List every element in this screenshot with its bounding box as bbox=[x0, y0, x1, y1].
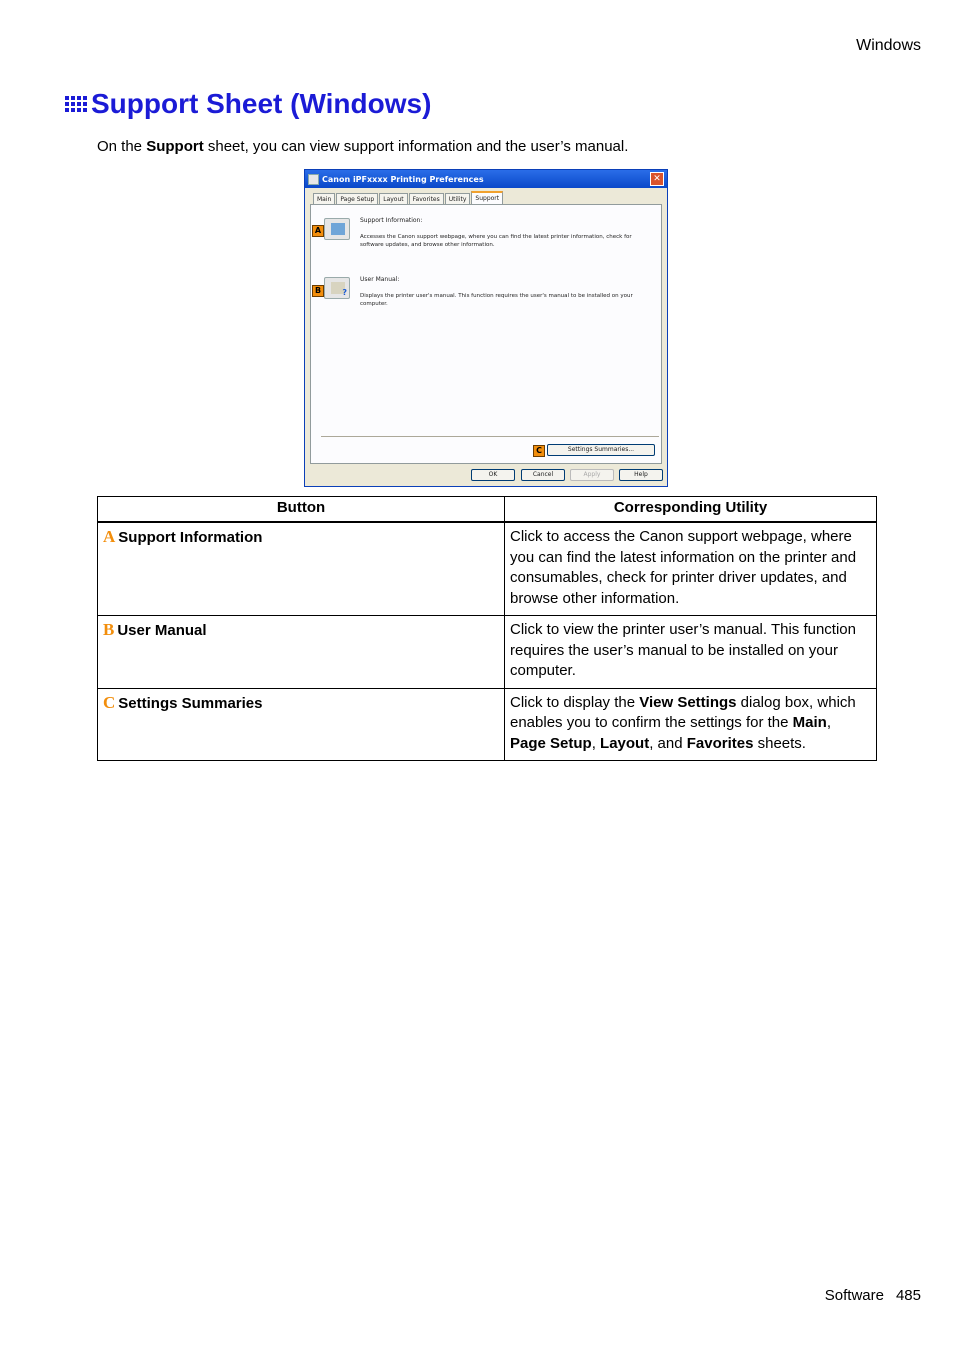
table-header-row bbox=[98, 497, 877, 523]
row-button-name: Support Information bbox=[118, 529, 263, 546]
marker-c: C bbox=[533, 445, 545, 457]
row-letter: C bbox=[103, 692, 116, 712]
button-cell bbox=[98, 616, 505, 689]
close-icon[interactable]: ✕ bbox=[650, 172, 664, 186]
utility-cell: Click to access the Canon support webpage, where you can find the latest information on the printer and consumables, check for printer driver updates, and browse other information. bbox=[505, 522, 877, 616]
desc-text: dialog box, which enables you to confirm the settings for the bbox=[510, 693, 856, 731]
desc-text: , and bbox=[649, 734, 687, 752]
support-information-icon[interactable] bbox=[324, 218, 350, 240]
desc-bold: Favorites bbox=[686, 734, 754, 752]
marker-b: B bbox=[312, 285, 324, 297]
tab-main[interactable]: Main bbox=[313, 193, 335, 205]
grid-bullet-icon bbox=[65, 96, 87, 112]
desc-text: , bbox=[591, 734, 601, 752]
page-title bbox=[65, 88, 431, 120]
page-footer bbox=[825, 1287, 921, 1304]
dialog-titlebar bbox=[305, 170, 667, 188]
desc-bold: Main bbox=[792, 714, 827, 731]
tab-layout[interactable]: Layout bbox=[379, 193, 407, 205]
intro-suffix: sheet, you can view support information and the user’s manual. bbox=[203, 138, 629, 155]
tab-favorites[interactable]: Favorites bbox=[409, 193, 444, 205]
help-button[interactable]: Help bbox=[619, 469, 663, 481]
dialog-title-text: Canon iPFxxxx Printing Preferences bbox=[322, 174, 484, 184]
tab-support[interactable]: Support bbox=[471, 191, 503, 206]
desc-bold: Page Setup bbox=[510, 734, 592, 752]
row-button-name: User Manual bbox=[117, 622, 207, 639]
printer-app-icon bbox=[308, 174, 319, 185]
desc-text: sheets. bbox=[753, 734, 806, 752]
panel-divider bbox=[321, 436, 659, 437]
desc-bold: View Settings bbox=[639, 693, 737, 711]
support-information-label: Support Information: bbox=[360, 217, 423, 224]
button-utility-table bbox=[97, 496, 877, 761]
table-row bbox=[98, 616, 877, 689]
page-number: 485 bbox=[895, 1287, 921, 1304]
section-header: Windows bbox=[856, 37, 921, 54]
row-button-name: Settings Summaries bbox=[118, 694, 263, 712]
tab-page-setup[interactable]: Page Setup bbox=[336, 193, 378, 205]
support-information-desc: Accesses the Canon support webpage, where you can find the latest printer information, check for software updates, and browse other information. bbox=[360, 234, 632, 248]
cancel-button[interactable]: Cancel bbox=[521, 469, 565, 481]
utility-cell: Click to view the printer user’s manual. This function requires the user’s manual to be installed on your computer. bbox=[505, 616, 877, 689]
intro-bold: Support bbox=[146, 138, 204, 155]
button-cell bbox=[98, 688, 505, 761]
button-cell bbox=[98, 522, 505, 616]
row-letter: B bbox=[103, 620, 115, 639]
intro-paragraph bbox=[97, 138, 628, 155]
table-row bbox=[98, 522, 877, 616]
desc-text: , bbox=[826, 714, 831, 731]
help-question-icon: ? bbox=[342, 288, 347, 297]
utility-cell bbox=[505, 688, 877, 761]
settings-summaries-button[interactable]: Settings Summaries... bbox=[547, 444, 655, 456]
row-letter: A bbox=[103, 527, 116, 546]
page-title-text: Support Sheet (Windows) bbox=[91, 88, 432, 119]
column-header-utility: Corresponding Utility bbox=[505, 497, 877, 523]
column-header-button: Button bbox=[98, 497, 505, 523]
tab-utility[interactable]: Utility bbox=[445, 193, 471, 205]
printing-preferences-dialog bbox=[304, 169, 668, 487]
marker-a: A bbox=[312, 225, 324, 237]
desc-text: Click to display the bbox=[510, 693, 640, 711]
user-manual-icon[interactable] bbox=[324, 277, 350, 299]
support-panel bbox=[310, 204, 662, 464]
intro-prefix: On the bbox=[97, 138, 147, 155]
dialog-title bbox=[308, 174, 484, 185]
table-row bbox=[98, 688, 877, 761]
desc-bold: Layout bbox=[600, 734, 650, 752]
footer-label: Software bbox=[824, 1287, 884, 1304]
user-manual-label: User Manual: bbox=[360, 276, 400, 283]
apply-button[interactable]: Apply bbox=[570, 469, 614, 481]
user-manual-desc: Displays the printer user's manual. This function requires the user's manual to be installed on your computer. bbox=[360, 293, 633, 307]
ok-button[interactable]: OK bbox=[471, 469, 515, 481]
